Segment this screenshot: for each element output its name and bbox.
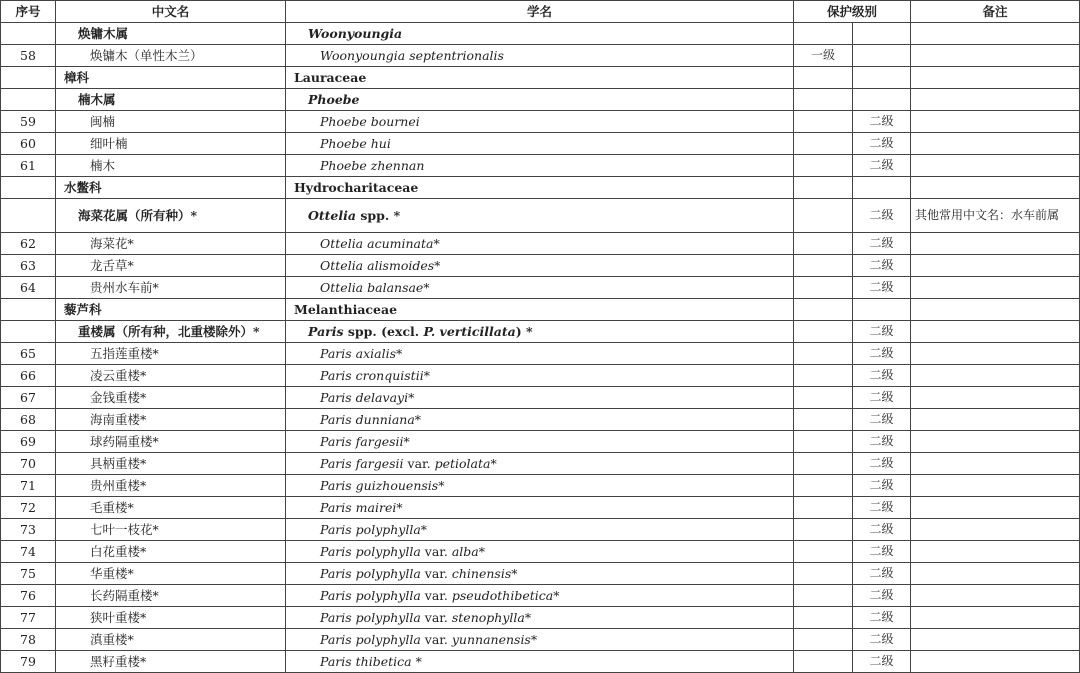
scientific-name-part: Paris [308,324,344,339]
row-seq-cell: 66 [1,365,56,387]
row-seq-cell: 65 [1,343,56,365]
row-chinese-name-cell: 重楼属（所有种，北重楼除外）* [56,321,286,343]
scientific-name-part: var. [420,588,452,603]
row-note-cell [911,255,1080,277]
scientific-name-part: Ottelia balansae* [320,280,430,295]
row-note-cell [911,67,1080,89]
table-row [1,585,1080,607]
row-level-1-cell [794,199,853,233]
table-row [1,177,1080,199]
row-chinese-name-cell: 七叶一枝花* [56,519,286,541]
row-seq-cell: 75 [1,563,56,585]
row-level-2-cell [853,177,911,199]
row-level-2-cell: 二级 [853,321,911,343]
table-row [1,431,1080,453]
row-scientific-name-cell [286,365,794,387]
row-scientific-name-cell [286,343,794,365]
row-chinese-name-cell: 贵州重楼* [56,475,286,497]
row-scientific-name-cell [286,299,794,321]
row-level-2-cell: 二级 [853,277,911,299]
scientific-name-part: var. [403,456,435,471]
row-level-1-cell [794,607,853,629]
scientific-name-part: Paris axialis* [320,346,403,361]
row-level-2-cell: 二级 [853,387,911,409]
row-level-2-cell: 二级 [853,233,911,255]
scientific-name-part: Paris thibetica [320,654,412,669]
row-level-1-cell [794,585,853,607]
scientific-name-part: Ottelia [308,208,356,223]
row-chinese-name-cell: 凌云重楼* [56,365,286,387]
row-chinese-name-cell: 毛重楼* [56,497,286,519]
row-note-cell [911,155,1080,177]
row-chinese-name-cell: 藜芦科 [56,299,286,321]
row-seq-cell: 63 [1,255,56,277]
row-note-cell [911,607,1080,629]
row-chinese-name-cell: 五指莲重楼* [56,343,286,365]
scientific-name-part: Paris polyphylla* [320,522,428,537]
row-level-1-cell [794,651,853,673]
table-row [1,277,1080,299]
row-note-cell [911,111,1080,133]
row-level-2-cell: 二级 [853,255,911,277]
scientific-name-part: Paris delavayi* [320,390,415,405]
row-scientific-name-cell [286,519,794,541]
table-row [1,321,1080,343]
scientific-name-part: var. [420,632,452,647]
scientific-name-part: Paris guizhouensis* [320,478,445,493]
scientific-name-part: Lauraceae [294,70,367,85]
row-note-cell [911,431,1080,453]
row-level-1-cell [794,133,853,155]
scientific-name-part: Paris dunniana* [320,412,422,427]
scientific-name-part: Woonyoungia [308,26,403,41]
row-level-1-cell [794,365,853,387]
row-scientific-name-cell [286,255,794,277]
scientific-name-part: spp. * [356,208,401,223]
scientific-name-part: yunnanensis* [451,632,538,647]
row-scientific-name-cell [286,431,794,453]
row-chinese-name-cell: 楠木属 [56,89,286,111]
scientific-name-part: Paris cronquistii* [320,368,430,383]
row-note-cell [911,453,1080,475]
table-row [1,475,1080,497]
row-note-cell [911,321,1080,343]
row-level-1-cell [794,299,853,321]
row-chinese-name-cell: 焕镛木属 [56,23,286,45]
row-seq-cell [1,67,56,89]
row-level-1-cell [794,475,853,497]
row-note-cell [911,563,1080,585]
row-chinese-name-cell: 樟科 [56,67,286,89]
row-scientific-name-cell [286,541,794,563]
scientific-name-part: Paris polyphylla [320,566,421,581]
row-note-cell [911,343,1080,365]
row-level-1-cell [794,629,853,651]
scientific-name-part: pseudothibetica* [451,588,560,603]
row-level-1-cell [794,177,853,199]
row-level-1-cell [794,277,853,299]
scientific-name-part: alba* [451,544,486,559]
row-scientific-name-cell [286,585,794,607]
row-seq-cell [1,177,56,199]
scientific-name-part: Phoebe bournei [320,114,420,129]
table-row [1,45,1080,67]
scientific-name-part: Paris polyphylla [320,610,421,625]
row-chinese-name-cell: 楠木 [56,155,286,177]
table-row [1,563,1080,585]
row-scientific-name-cell [286,199,794,233]
row-level-1-cell [794,563,853,585]
row-level-2-cell: 二级 [853,629,911,651]
row-chinese-name-cell: 焕镛木（单性木兰） [56,45,286,67]
row-scientific-name-cell [286,453,794,475]
row-chinese-name-cell: 水鳖科 [56,177,286,199]
row-scientific-name-cell [286,563,794,585]
scientific-name-part: var. [420,610,452,625]
row-level-2-cell [853,23,911,45]
row-chinese-name-cell: 闽楠 [56,111,286,133]
table-body [1,23,1080,673]
row-note-cell [911,277,1080,299]
row-seq-cell: 74 [1,541,56,563]
row-seq-cell: 79 [1,651,56,673]
scientific-name-part: Phoebe zhennan [320,158,425,173]
row-level-1-cell [794,387,853,409]
row-note-cell [911,299,1080,321]
row-scientific-name-cell [286,133,794,155]
scientific-name-part: Paris polyphylla [320,588,421,603]
row-scientific-name-cell [286,233,794,255]
row-scientific-name-cell [286,497,794,519]
scientific-name-part: P. verticillata [423,324,516,339]
table-row [1,409,1080,431]
row-chinese-name-cell: 龙舌草* [56,255,286,277]
row-level-1-cell: 一级 [794,45,853,67]
row-seq-cell: 69 [1,431,56,453]
header-protection-level: 保护级别 [794,1,911,23]
row-seq-cell: 68 [1,409,56,431]
row-level-1-cell [794,343,853,365]
row-seq-cell: 73 [1,519,56,541]
scientific-name-part: Paris fargesii* [320,434,410,449]
row-level-1-cell [794,255,853,277]
row-note-cell [911,585,1080,607]
row-seq-cell: 60 [1,133,56,155]
row-level-2-cell [853,45,911,67]
row-scientific-name-cell [286,475,794,497]
row-note-cell [911,387,1080,409]
row-seq-cell: 78 [1,629,56,651]
row-scientific-name-cell [286,409,794,431]
row-scientific-name-cell [286,651,794,673]
row-chinese-name-cell: 海菜花属（所有种）* [56,199,286,233]
header-seq: 序号 [1,1,56,23]
row-seq-cell [1,199,56,233]
row-seq-cell [1,23,56,45]
row-seq-cell [1,89,56,111]
row-seq-cell: 72 [1,497,56,519]
row-scientific-name-cell [286,23,794,45]
scientific-name-part: Paris polyphylla [320,632,421,647]
row-level-1-cell [794,111,853,133]
scientific-name-part: chinensis* [451,566,518,581]
table-row [1,67,1080,89]
row-level-2-cell: 二级 [853,453,911,475]
row-note-cell [911,541,1080,563]
table-row [1,199,1080,233]
table-row [1,233,1080,255]
row-seq-cell: 76 [1,585,56,607]
row-level-1-cell [794,541,853,563]
row-note-cell [911,23,1080,45]
row-level-2-cell: 二级 [853,607,911,629]
row-level-1-cell [794,89,853,111]
row-note-cell [911,497,1080,519]
scientific-name-part: Paris polyphylla [320,544,421,559]
row-level-2-cell: 二级 [853,365,911,387]
row-level-2-cell: 二级 [853,133,911,155]
row-level-1-cell [794,453,853,475]
row-scientific-name-cell [286,45,794,67]
row-note-cell [911,475,1080,497]
row-note-cell [911,45,1080,67]
row-scientific-name-cell [286,387,794,409]
scientific-name-part: * [411,654,422,669]
table-row [1,255,1080,277]
table-row [1,541,1080,563]
header-chinese-name: 中文名 [56,1,286,23]
scientific-name-part: Woonyoungia septentrionalis [320,48,504,63]
row-level-2-cell: 二级 [853,343,911,365]
row-level-1-cell [794,409,853,431]
scientific-name-part: spp. (excl. [343,324,424,339]
row-note-cell [911,629,1080,651]
row-note-cell [911,519,1080,541]
row-note-cell [911,651,1080,673]
row-scientific-name-cell [286,111,794,133]
row-note-cell [911,133,1080,155]
row-level-2-cell: 二级 [853,475,911,497]
row-level-2-cell: 二级 [853,585,911,607]
row-seq-cell: 77 [1,607,56,629]
table-row [1,299,1080,321]
row-chinese-name-cell: 白花重楼* [56,541,286,563]
table-row [1,343,1080,365]
row-level-2-cell: 二级 [853,199,911,233]
row-level-2-cell: 二级 [853,111,911,133]
row-note-cell [911,409,1080,431]
scientific-name-part: Ottelia alismoides* [320,258,441,273]
row-seq-cell [1,321,56,343]
table-row [1,133,1080,155]
row-level-1-cell [794,497,853,519]
row-note-cell [911,177,1080,199]
row-level-2-cell [853,299,911,321]
scientific-name-part: Melanthiaceae [294,302,398,317]
row-level-2-cell: 二级 [853,497,911,519]
row-note-cell [911,89,1080,111]
row-seq-cell: 59 [1,111,56,133]
row-scientific-name-cell [286,321,794,343]
table-row [1,387,1080,409]
row-scientific-name-cell [286,607,794,629]
row-scientific-name-cell [286,89,794,111]
row-scientific-name-cell [286,277,794,299]
row-chinese-name-cell: 长药隔重楼* [56,585,286,607]
scientific-name-part: var. [420,544,452,559]
row-chinese-name-cell: 贵州水车前* [56,277,286,299]
row-note-cell [911,233,1080,255]
header-scientific-name: 学名 [286,1,794,23]
row-level-1-cell [794,233,853,255]
row-chinese-name-cell: 细叶楠 [56,133,286,155]
row-chinese-name-cell: 黑籽重楼* [56,651,286,673]
row-note-cell [911,365,1080,387]
table-row [1,111,1080,133]
scientific-name-part: Paris fargesii [320,456,404,471]
row-chinese-name-cell: 具柄重楼* [56,453,286,475]
row-scientific-name-cell [286,67,794,89]
scientific-name-part: ) * [515,324,533,339]
row-seq-cell: 70 [1,453,56,475]
header-note: 备注 [911,1,1080,23]
table-row [1,453,1080,475]
scientific-name-part: stenophylla* [451,610,532,625]
row-seq-cell: 62 [1,233,56,255]
scientific-name-part: Paris mairei* [320,500,403,515]
row-level-1-cell [794,155,853,177]
row-chinese-name-cell: 球药隔重楼* [56,431,286,453]
row-chinese-name-cell: 金钱重楼* [56,387,286,409]
row-seq-cell: 58 [1,45,56,67]
scientific-name-part: petiolata* [434,456,497,471]
row-level-2-cell: 二级 [853,541,911,563]
row-note-cell: 其他常用中文名：水车前属 [911,199,1080,233]
row-level-1-cell [794,67,853,89]
row-level-2-cell: 二级 [853,519,911,541]
row-level-2-cell: 二级 [853,155,911,177]
table-row [1,629,1080,651]
row-level-1-cell [794,23,853,45]
row-scientific-name-cell [286,629,794,651]
table-row [1,497,1080,519]
row-level-1-cell [794,519,853,541]
row-seq-cell: 64 [1,277,56,299]
table-row [1,89,1080,111]
table-row [1,23,1080,45]
table-row [1,651,1080,673]
row-level-2-cell: 二级 [853,651,911,673]
row-scientific-name-cell [286,155,794,177]
row-seq-cell [1,299,56,321]
row-chinese-name-cell: 滇重楼* [56,629,286,651]
table-header-row [1,1,1080,23]
row-chinese-name-cell: 狭叶重楼* [56,607,286,629]
row-level-2-cell: 二级 [853,431,911,453]
scientific-name-part: var. [420,566,452,581]
row-level-2-cell [853,89,911,111]
row-chinese-name-cell: 海菜花* [56,233,286,255]
scientific-name-part: Ottelia acuminata* [320,236,440,251]
table-row [1,365,1080,387]
row-level-2-cell [853,67,911,89]
scientific-name-part: Phoebe [308,92,360,107]
scientific-name-part: Hydrocharitaceae [294,180,419,195]
row-level-2-cell: 二级 [853,409,911,431]
table-row [1,155,1080,177]
table-row [1,519,1080,541]
row-level-1-cell [794,431,853,453]
row-level-1-cell [794,321,853,343]
row-scientific-name-cell [286,177,794,199]
scientific-name-part: Phoebe hui [320,136,391,151]
row-seq-cell: 71 [1,475,56,497]
row-seq-cell: 67 [1,387,56,409]
row-chinese-name-cell: 海南重楼* [56,409,286,431]
table-row [1,607,1080,629]
row-level-2-cell: 二级 [853,563,911,585]
row-seq-cell: 61 [1,155,56,177]
row-chinese-name-cell: 华重楼* [56,563,286,585]
